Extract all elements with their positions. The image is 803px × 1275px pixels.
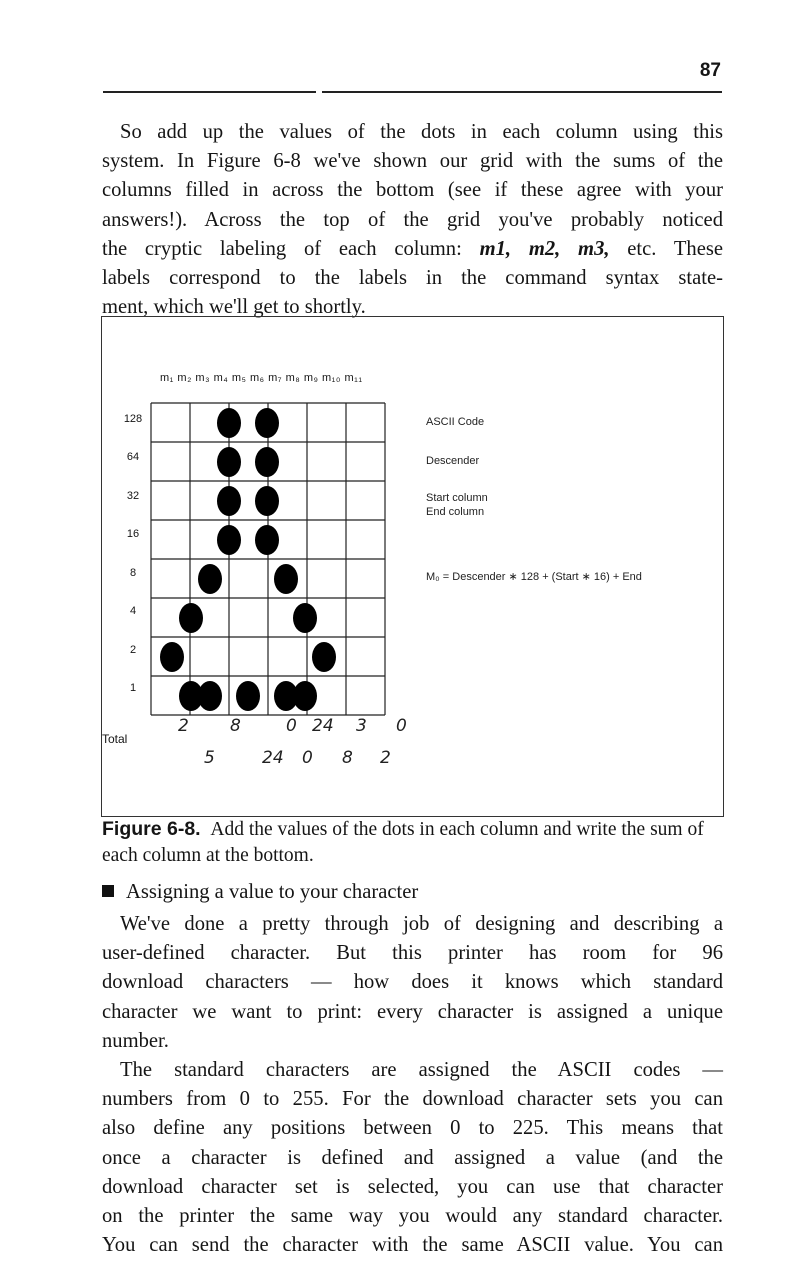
total-col-9: 3	[356, 716, 367, 736]
info-formula: M₀ = Descender ∗ 128 + (Start ∗ 16) + End	[426, 571, 642, 583]
info-ascii: ASCII Code	[426, 416, 485, 428]
total-label: Total	[102, 732, 128, 746]
grid-dot	[255, 447, 279, 477]
row-label-4: 4	[129, 605, 137, 617]
body-line-5: number.	[102, 1029, 169, 1052]
grid-dot	[198, 564, 222, 594]
grid-dot	[236, 681, 260, 711]
total-col-8: 8	[342, 748, 353, 768]
total-col-2: 5	[204, 748, 215, 768]
row-label-8: 8	[129, 567, 137, 579]
body-line-12: You can send the character with the same ASCII value. You can	[102, 1234, 723, 1257]
grid-dot	[198, 681, 222, 711]
intro-line-1: So add up the values of the dots in each column using this	[120, 121, 723, 143]
grid-dot	[217, 486, 241, 516]
body-line-9: once a character is defined and assigned a value (and the	[102, 1146, 723, 1169]
body-line-8: also define any positions between 0 to 225. This means that	[102, 1117, 723, 1140]
square-bullet-icon	[102, 885, 114, 897]
body-line-6: The standard characters are assigned the ASCII codes —	[120, 1059, 723, 1082]
body-line-4: character we want to print: every character is assigned a unique	[102, 1000, 723, 1023]
mvars-tail: etc. These	[627, 237, 723, 260]
grid-dot	[255, 525, 279, 555]
total-col-4: 24	[262, 748, 284, 768]
total-col-3: 8	[230, 716, 241, 736]
caption-label: Figure 6-8.	[102, 818, 201, 840]
row-label-16: 16	[126, 528, 140, 540]
body-line-2: user-defined character. But this printer has room for 96	[102, 942, 723, 965]
body-line-11: on the printer the same way you would any standard character.	[102, 1205, 723, 1228]
grid-dot	[312, 642, 336, 672]
row-label-1: 1	[129, 682, 137, 694]
grid-dot	[255, 408, 279, 438]
intro-line-6: labels correspond to the labels in the command syntax state-	[102, 267, 723, 290]
mvar-2: m2,	[528, 237, 561, 260]
intro-line-3: columns filled in across the bottom (see if these agree with your	[102, 179, 723, 202]
row-label-2: 2	[129, 644, 137, 656]
caption-text: Add the values of the dots in each column and write the sum of each column at the bottom.	[102, 819, 704, 866]
intro-line-4: answers!). Across the top of the grid you've probably noticed	[102, 208, 723, 231]
grid-dot	[255, 486, 279, 516]
body-line-7: numbers from 0 to 255. For the download character sets you can	[102, 1088, 723, 1111]
intro-line-2: system. In Figure 6-8 we've shown our grid with the sums of the	[102, 150, 723, 173]
grid-dot	[217, 408, 241, 438]
total-col-5: 0	[286, 716, 297, 736]
grid-dot	[293, 603, 317, 633]
body-line-1: We've done a pretty through job of designing and describing a	[120, 913, 723, 935]
body-paragraph	[102, 910, 723, 1260]
grid-dot	[274, 564, 298, 594]
row-label-32: 32	[126, 490, 140, 502]
body-line-10: download character set is selected, you can use that character	[102, 1175, 723, 1198]
info-start: Start column	[426, 492, 488, 504]
page-number: 87	[699, 60, 721, 81]
grid-dot	[179, 603, 203, 633]
intro-line-5-text: the cryptic labeling of each column:	[102, 237, 480, 260]
grid-dot	[217, 447, 241, 477]
total-col-11: 0	[396, 716, 407, 736]
intro-line-7: ment, which we'll get to shortly.	[102, 296, 366, 319]
total-col-10: 2	[380, 748, 391, 768]
total-col-1: 2	[178, 716, 189, 736]
body-line-3: download characters — how does it knows which standard	[102, 971, 723, 994]
section-heading	[102, 881, 418, 904]
info-descender: Descender	[426, 455, 480, 467]
grid-dot	[293, 681, 317, 711]
figure-caption	[102, 816, 723, 869]
info-end: End column	[426, 506, 485, 518]
column-labels: m₁ m₂ m₃ m₄ m₅ m₆ m₇ m₈ m₉ m₁₀ m₁₁	[160, 372, 363, 384]
total-col-6: 24	[312, 716, 334, 736]
mvar-3: m3,	[578, 237, 610, 260]
grid-dot	[217, 525, 241, 555]
section-heading-text: Assigning a value to your character	[126, 881, 419, 903]
total-col-7: 0	[302, 748, 313, 768]
row-label-128: 128	[123, 413, 143, 425]
row-label-64: 64	[126, 451, 140, 463]
grid-dot	[160, 642, 184, 672]
mvar-1: m1,	[479, 237, 512, 260]
